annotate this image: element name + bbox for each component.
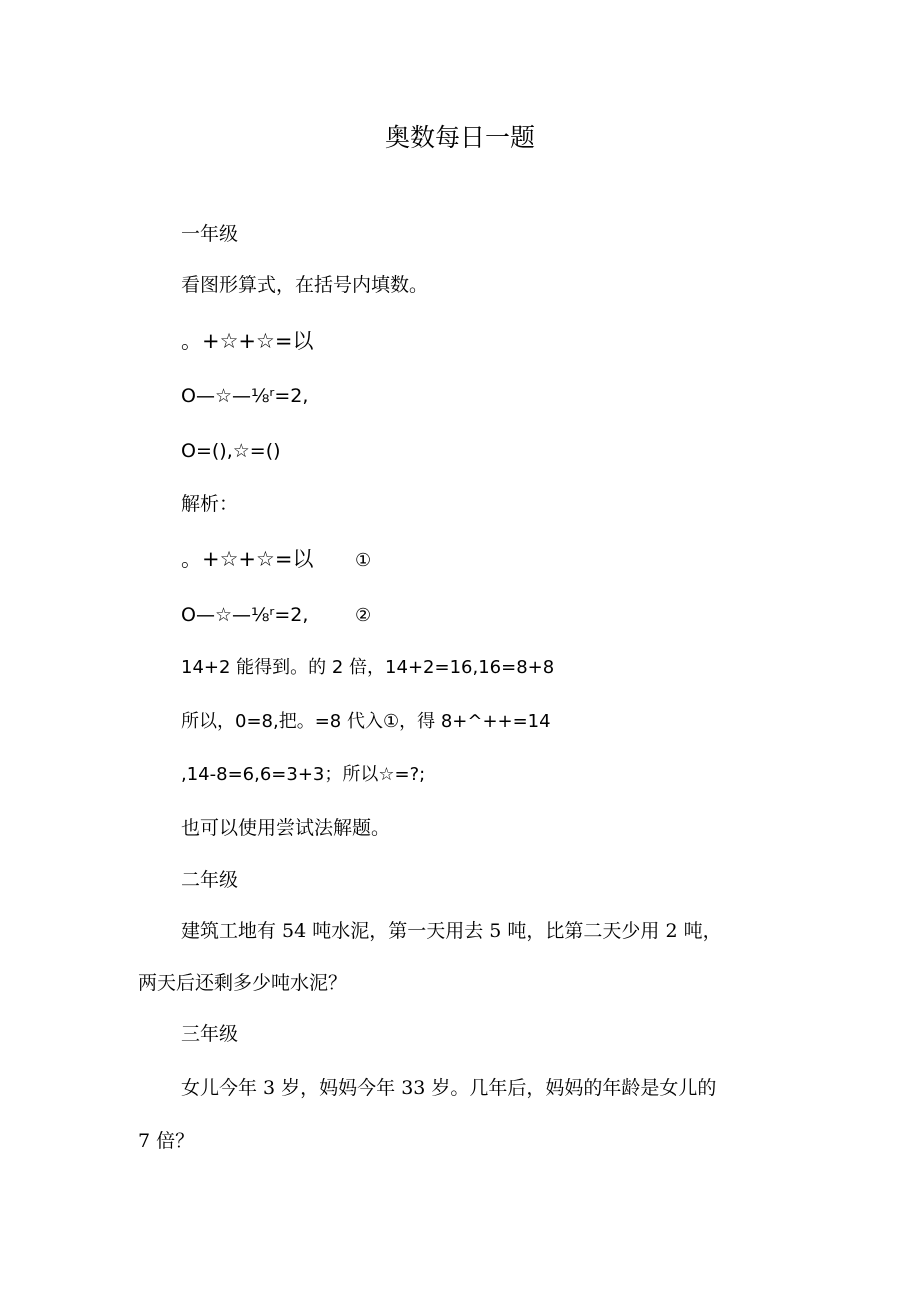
analysis-step-1: 14+2 能得到。的 2 倍，14+2=16,16=8+8 [181,657,555,678]
analysis-label: 解析： [181,493,239,515]
analysis-equation-1: 。+☆+☆=以 [181,547,314,571]
grade1-heading: 一年级 [181,223,239,245]
analysis-note: 也可以使用尝试法解题。 [181,817,391,839]
analysis-step-3: ,14-8=6,6=3+3；所以☆=?; [181,764,426,785]
circled-one-marker: ① [355,550,372,571]
grade1-equation-2: O—☆—⅛ʳ=2, [181,385,309,407]
page-title: 奥数每日一题 [384,123,535,152]
grade1-equation-1: 。+☆+☆=以 [181,329,314,353]
grade3-heading: 三年级 [181,1023,239,1045]
grade2-problem-line-2: 两天后还剩多少吨水泥？ [138,972,348,994]
analysis-step-2: 所以，0=8,把。=8 代入①，得 8+^++=14 [181,711,551,732]
grade1-instruction: 看图形算式，在括号内填数。 [181,274,429,296]
grade3-problem-line-2: 7 倍？ [138,1130,195,1152]
grade3-problem-line-1: 女儿今年 3 岁，妈妈今年 33 岁。几年后，妈妈的年龄是女儿的 [181,1077,717,1099]
grade1-equation-3: O=(),☆=() [181,440,281,462]
grade2-heading: 二年级 [181,869,239,891]
circled-two-marker: ② [355,605,372,626]
analysis-equation-2: O—☆—⅛ʳ=2, [181,604,309,626]
grade2-problem-line-1: 建筑工地有 54 吨水泥，第一天用去 5 吨，比第二天少用 2 吨， [181,920,722,942]
